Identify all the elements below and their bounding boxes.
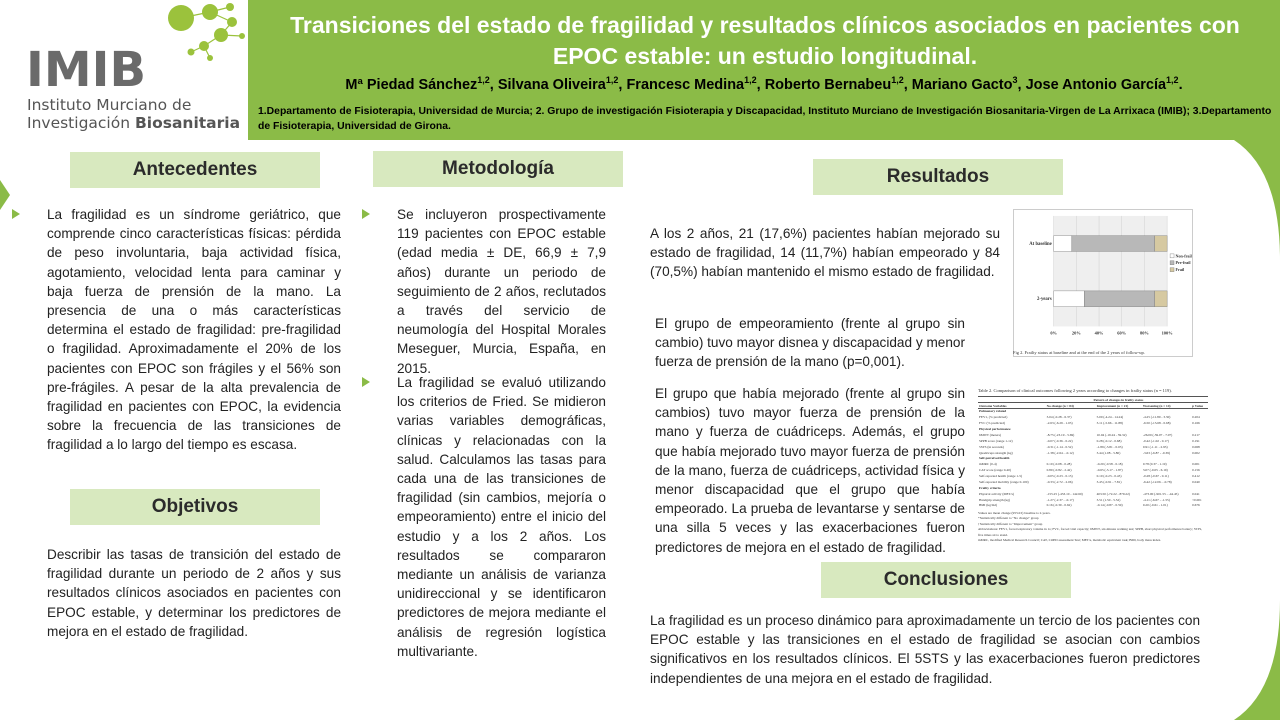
authors — [248, 75, 1280, 93]
chart-bar — [1155, 236, 1167, 252]
table-column-header: p Value — [1191, 403, 1208, 409]
table-cell: -0.33 (-2.72 - 2.06) — [1046, 479, 1073, 484]
table-cell: 0.16 (-0.30 - 0.62) — [1046, 503, 1072, 508]
chart-tick-label: 80% — [1140, 330, 1149, 336]
corner-decoration-icon — [1234, 600, 1280, 720]
bullet-icon — [362, 209, 370, 219]
chart-legend-label: Pre-frail — [1175, 260, 1191, 266]
metodologia-heading: Metodología — [373, 151, 623, 187]
logo-name: IMIB — [26, 42, 147, 98]
antecedentes-heading: Antecedentes — [70, 152, 320, 188]
table-cell: 0.156 — [1192, 468, 1200, 473]
table-note: Abbreviations: FEV1, forced expiratory volume in 1s; FVC, forced vital capacity; 6MWT, six-minute walking test; SPPB, short physical performance battery; 5STS, five times sit to stand. — [978, 527, 1203, 537]
table-cell: Physical activity (MET/s) — [979, 491, 1015, 496]
chart-legend-label: Frail — [1175, 267, 1185, 273]
table-cell: FVC (% predicted) — [979, 421, 1005, 426]
objetivos-text: Describir las tasas de transición del estado de fragilidad durante un periodo de 2 años y sus resultados clínicos asociados en pacientes con EPOC estable, y determinar los predictores de mejora en el estado de fragilidad. — [47, 547, 341, 639]
chart-tick-label: 20% — [1071, 330, 1081, 336]
table-cell: BMI (kg/m2) — [979, 503, 998, 508]
logo-area — [0, 0, 248, 140]
conclusiones-text: La fragilidad es un proceso dinámico para aproximadamente un tercio de los pacientes con EPOC estable y las transiciones en el estado de fragilidad se asocian con cambios significativos en los resultados clínicos. El 5STS y las exacerbaciones fueron predictores independientes de una mejora en el estado de fragilidad. — [650, 613, 1200, 686]
author: Mª Piedad Sánchez$^{1,2}$, — [345, 75, 498, 93]
table-cell: -0.31 (-1.14 - 0.52) — [1046, 444, 1073, 449]
table-cell: 3.04 (-0.28 - 6.37) — [1046, 415, 1072, 420]
table-cell: 3.44 (1.08 - 5.80) — [1096, 450, 1121, 455]
table-cell: -4.11 (-6.67 - -1.55) — [1142, 497, 1170, 502]
author: Roberto Bernabeu$^{1,2}$, — [764, 75, 912, 93]
table-cell: -0.20 (-0.58 - 0.18) — [1096, 462, 1123, 467]
table-cell: Self-perceived health — [979, 456, 1010, 461]
table-cell: 5.00 (-4.24 - 14.24) — [1096, 415, 1124, 420]
table-cell: -155.25 (-453.10 - 142.60) — [1046, 491, 1083, 496]
table-cell: 0.204 — [1192, 415, 1200, 420]
table-cell: 0.20 (-0.61 - 1.01) — [1142, 503, 1168, 508]
table-cell: 6MWT (meters) — [979, 432, 1002, 437]
chart-tick-label: 40% — [1094, 330, 1104, 336]
table-cell: Frailty criteria — [979, 485, 1001, 490]
antecedentes-text: La fragilidad es un síndrome geriátrico, que comprende cinco características físicas: pérdida de peso involuntaria, baja actividad física, agotamiento, velocidad lenta para caminar y baja fuerza de prensión de la mano. La presencia de una o más características determina el estado de fragilidad: pre-fragilidad o fragilidad. Aproximadamente el 20% de los pacientes con EPOC son frágiles y el 56% son pre-frágiles. A pesar de la alta prevalencia de fragilidad en pacientes con EPOC, la evidencia sobre la frecuencia de las transiciones de fragilidad a lo largo del tiempo es escasa. — [47, 207, 341, 453]
chart-legend-swatch — [1170, 254, 1174, 258]
resultados-text-1: A los 2 años, 21 (17,6%) pacientes habían mejorado su estado de fragilidad, 14 (11,7%) habían empeorado y 84 (70,5%) habían mantenido el mismo estado de fragilidad. — [650, 226, 1000, 280]
table-cell: -0.05 (-0.23 - 0.13) — [1046, 474, 1073, 479]
table-row — [978, 503, 1208, 509]
table-cell: 403.50 (-72.22 - 879.22) — [1096, 491, 1130, 496]
table-cell: 0.10 (-0.08 - 0.28) — [1046, 462, 1072, 467]
table-cell: 3.45 (-0.91 - 7.81) — [1096, 479, 1122, 484]
figure-caption: Fig 2. Frailty status at baseline and at the end of the 2 years of follow-up. — [1013, 350, 1145, 355]
table-cell: -26.00 (-59.07 - 7.07) — [1142, 432, 1173, 437]
chart-tick-label: 100% — [1161, 330, 1173, 336]
author: Jose Antonio García$^{1,2}$. — [1025, 75, 1183, 93]
chart-legend-label: Non-frail — [1175, 253, 1192, 259]
table-cell: -6.42 (-12.06 - -0.78) — [1142, 479, 1172, 484]
side-triangle-icon — [0, 180, 10, 210]
table-cell: 0.217 — [1192, 432, 1200, 437]
chart-legend-swatch — [1170, 261, 1174, 265]
table-column-header: Improvement (n = 21) — [1096, 403, 1142, 409]
table-cell: -0.28 (-0.67 - 0.11) — [1142, 474, 1169, 479]
table-cell: 3.51 (1.50 - 5.52) — [1096, 497, 1121, 502]
table-cell: 0.10 (-0.23 - 0.43) — [1096, 474, 1122, 479]
table-column-header: No change (n = 84) — [1046, 403, 1096, 409]
table-cell: 0.676 — [1192, 503, 1200, 508]
table-cell: -0.65 (-3.17 - 1.87) — [1096, 468, 1123, 473]
table-cell: 0.191 — [1192, 438, 1200, 443]
author: Silvana Oliveira$^{1,2}$, — [497, 75, 627, 93]
chart-plot-area — [1054, 216, 1167, 326]
table-cell: 0.78 (0.37 - 1.19) — [1142, 462, 1167, 467]
table-column-header: Outcome Variables — [978, 403, 1046, 409]
table-cell: 0.068 — [1192, 444, 1200, 449]
logo-line1: Instituto Murciano de — [27, 96, 192, 114]
table-cell: CAT score (range 0-40) — [979, 468, 1012, 473]
chart-tick-label: 60% — [1117, 330, 1127, 336]
table-note: *Statistically different to "No change" group — [978, 516, 1039, 521]
metodologia-text-2: La fragilidad se evaluó utilizando los criterios de Fried. Se midieron varias variables demográficas, clínicas y relacionadas con la salud. Calculamos las tasas para cada una de las transiciones de fragilidad (sin cambios, mejoría o empeoramiento) entre el inicio del estudio y a los 2 años. Los resultados se compararon mediante un análisis de varianza unidireccional y se identificaron predictores de mejora mediante el análisis de regresión logística multivariante. — [397, 375, 606, 659]
table-cell: 0.040 — [1192, 479, 1200, 484]
logo-line2 — [27, 114, 240, 132]
logo-line2-regular: Investigación — [27, 114, 135, 132]
table-cell: Physical performance — [979, 427, 1011, 432]
table-notes — [978, 511, 1208, 544]
table-column-header: Worsening (n = 14) — [1142, 403, 1191, 409]
objetivos-heading: Objetivos — [70, 489, 320, 525]
author: Francesc Medina$^{1,2}$, — [626, 75, 765, 93]
table-cell: 0.001 — [1192, 462, 1200, 467]
table-cell: -8.75 (-23.19 - 5.69) — [1046, 432, 1075, 437]
table-cell: Pulmonary related — [979, 409, 1007, 414]
table-cell: Self-reported mobility (range 0-100) — [979, 479, 1029, 484]
table-cell: 0.166 — [1192, 421, 1200, 426]
resultados-text-2: El grupo de empeoramiento (frente al grupo sin cambio) tuvo mayor disnea y discapacidad y menor fuerza de prensión de la mano (p=0,001). — [655, 316, 965, 370]
table-cell: -1.89 (-3.81 - 0.03) — [1096, 444, 1123, 449]
table-cell: -3.63 (-6.87 - -0.39) — [1142, 450, 1170, 455]
table-cell: -2.63 (-6.29 - 1.03) — [1046, 421, 1073, 426]
corner-decoration-icon — [1234, 140, 1280, 260]
metodologia-text-1: Se incluyeron prospectivamente 119 pacientes con EPOC estable (edad media ± DE, 66,9 ± 7,9 años) durante un periodo de seguimiento de 2 años, reclutados a través del servicio de neumología del Hospital Morales Meseguer, Murcia, España, en 2015. — [397, 207, 606, 376]
table-cell: 5STS (in seconds) — [979, 444, 1004, 449]
table-cell: <0.001 — [1192, 497, 1202, 502]
conclusiones-heading: Conclusiones — [821, 562, 1071, 598]
poster-title: Transiciones del estado de fragilidad y resultados clínicos asociados en pacientes con EPOC estable: un estudio longitudinal. — [290, 12, 1240, 69]
chart-legend-swatch — [1170, 268, 1174, 272]
frailty-status-chart — [1013, 209, 1193, 357]
table-cell: Handgrip strength (kg) — [979, 497, 1011, 502]
table-note: †Statistically different to "Improvement" group — [978, 521, 1043, 526]
table-cell: Self-reported health (range 1-5) — [979, 474, 1023, 479]
table-cell: SPPB score (range 1-12) — [979, 438, 1013, 443]
table-note: Values are mean change (95%CI) baseline to 2-years. — [978, 510, 1051, 515]
table-cell: -4.25 (-11.80 - 3.30) — [1142, 415, 1171, 420]
table-group-header: Pattern of changes in frailty status — [1046, 397, 1192, 403]
chart-bar — [1084, 291, 1154, 307]
chart-bar — [1054, 291, 1085, 307]
table-cell: 0.041 — [1192, 491, 1200, 496]
table-cell: 0.80 (-0.82 - 2.42) — [1046, 468, 1072, 473]
table-cell: FEV1, (% predicted) — [979, 415, 1008, 420]
bullet-icon — [12, 209, 20, 219]
table-cell: 0.002 — [1192, 450, 1200, 455]
outcomes-table — [978, 396, 1208, 509]
results-table — [978, 388, 1208, 558]
table-cell: mMRC (0-4) — [979, 462, 997, 467]
affiliations: 1.Departamento de Fisioterapia, Universidad de Murcia; 2. Grupo de investigación Fisioterapia y Discapacidad, Instituto Murciano de Investigación Biosanitaria-Virgen de La Arrixaca (IMIB); 3.Departamento de Fisioterapia, Universidad de Girona. — [258, 106, 1272, 132]
chart-bar — [1072, 236, 1155, 252]
table-note: mMRC, modified Medical Research Council; CAT, COPD assessment Test; MET/s, metabolic equivalent task; BMI, body mass index. — [978, 538, 1161, 543]
table-cell: 3.07 (-0.05 - 6.19) — [1142, 468, 1168, 473]
table-cell: -0.14 (-0.87 - 0.59) — [1096, 503, 1123, 508]
table-cell: Quadriceps strength (kg) — [979, 450, 1013, 455]
table-cell: 0.412 — [1192, 474, 1200, 479]
table-cell: -1.27 (-2.37 - -0.17) — [1046, 497, 1074, 502]
table-cell: -0.42 (-1.02 - 0.17) — [1142, 438, 1169, 443]
resultados-text-3: El grupo que había mejorado (frente al grupo sin cambios) tuvo mayor fuerza de prensión de la mano y fuerza de cuádriceps. Además, el grupo que había mejorado tuvo mayor fuerza de prensión de la mano, fuerza de cuádriceps, actividad física y menor discapacidad que el grupo que había empeorado. La prueba de levantarse y sentarse de una silla 5 veces y las exacerbaciones fueron predictores de mejora en el estado de fragilidad. — [655, 386, 965, 555]
table-cell: -473.00 (-901.55 - -44.45) — [1142, 491, 1179, 496]
table-caption: Table 2. Comparison of clinical outcomes following 2 years according to changes in frailty status (n = 119). — [978, 388, 1172, 393]
table-cell: 0.28 (-0.12 - 0.68) — [1096, 438, 1122, 443]
table-cell: -0.07 (-0.36 - 0.22) — [1046, 438, 1073, 443]
chart-category-label: 2-years — [1037, 297, 1052, 303]
logo-line2-bold: Biosanitaria — [134, 114, 241, 132]
chart-bar — [1155, 291, 1167, 307]
table-cell: -6.50 (-13.68 - 0.68) — [1142, 421, 1171, 426]
table-cell: 3.11 (-5.66 - 11.88) — [1096, 421, 1123, 426]
resultados-heading: Resultados — [813, 159, 1063, 195]
table-cell: 0.91 (-1.11 - 2.93) — [1142, 444, 1168, 449]
table-cell: 10.04 (-19.24 - 39.32) — [1096, 432, 1127, 437]
chart-tick-label: 0% — [1050, 330, 1057, 336]
bullet-icon — [362, 377, 370, 387]
author: Mariano Gacto$^3$, — [911, 75, 1026, 93]
chart-category-label: At baseline — [1029, 242, 1052, 248]
chart-bar — [1054, 236, 1072, 252]
table-cell: -1.38 (-2.64 - -0.12) — [1046, 450, 1074, 455]
